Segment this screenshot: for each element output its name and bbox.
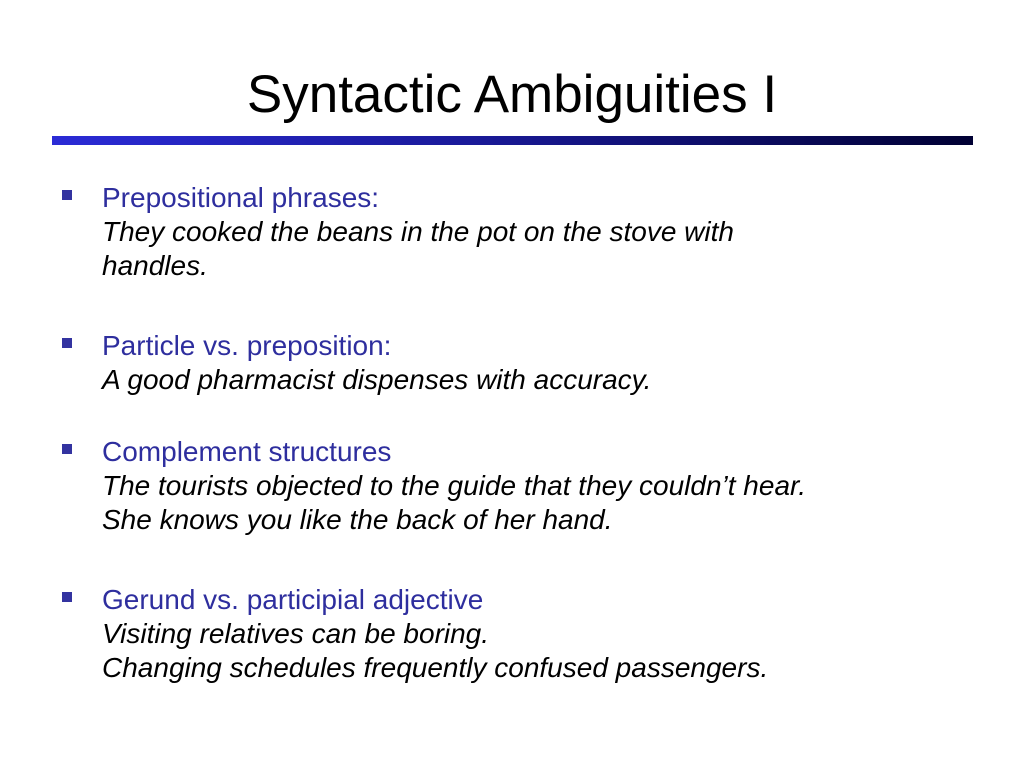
- example-sentence: They cooked the beans in the pot on the stove with: [102, 216, 734, 247]
- slide-title: Syntactic Ambiguities I: [246, 65, 778, 124]
- example-sentence: Visiting relatives can be boring.: [102, 618, 490, 649]
- square-bullet-icon: [62, 190, 72, 200]
- example-sentence: handles.: [102, 250, 208, 281]
- example-sentence: Changing schedules frequently confused passengers.: [102, 652, 769, 683]
- example-sentence: The tourists objected to the guide that they couldn’t hear.: [102, 470, 807, 501]
- bullet-heading: Particle vs. preposition:: [102, 330, 392, 361]
- square-bullet-icon: [62, 444, 72, 454]
- bullet-heading: Complement structures: [102, 436, 392, 467]
- square-bullet-icon: [62, 592, 72, 602]
- example-sentence: She knows you like the back of her hand.: [102, 504, 613, 535]
- example-sentence: A good pharmacist dispenses with accuracy.: [102, 364, 652, 395]
- bullet-heading: Gerund vs. participial adjective: [102, 584, 484, 615]
- bullet-heading: Prepositional phrases:: [102, 182, 380, 213]
- square-bullet-icon: [62, 338, 72, 348]
